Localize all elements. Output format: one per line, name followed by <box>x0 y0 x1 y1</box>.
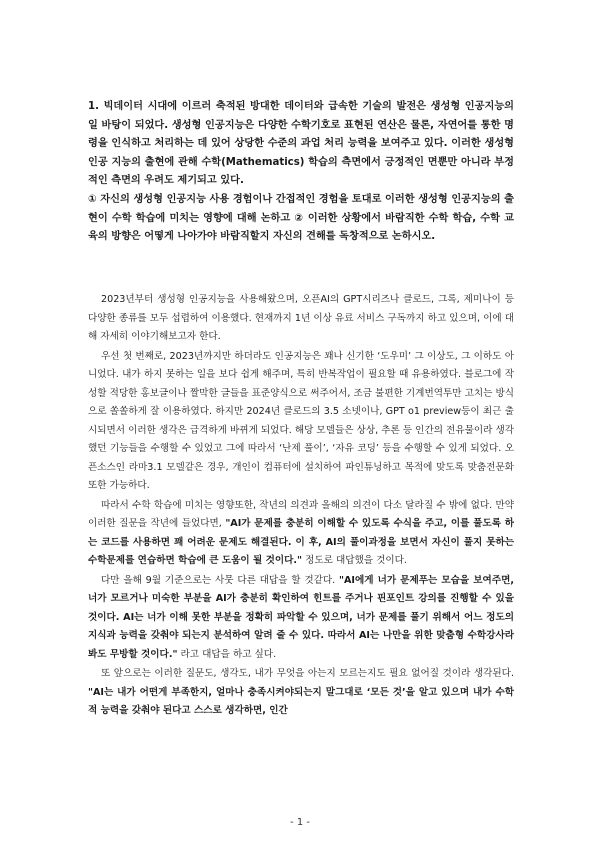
answer-paragraph-4-text-c: 라고 대답을 하고 싶다. <box>177 648 277 660</box>
page-number: - 1 - <box>290 817 310 828</box>
answer-paragraph-1: 2023년부터 생성형 인공지능을 사용해왔으며, 오픈AI의 GPT시리즈나 클로드, 그록, 제미나이 등 다양한 종류를 모두 섭렵하여 이용했다. 현재까지 1년 이상 유료 서비스 구독까지 하고 있으며, 이에 대해 자세히 이야기해보고자 한다. <box>88 294 514 342</box>
question-prompt: 1. 빅데이터 시대에 이르러 축적된 방대한 데이터와 급속한 기술의 발전은 생성형 인공지능의 일 바탕이 되었다. 생성형 인공지능은 다양한 수학기호로 표현된 연산은 물론, 자연어를 통한 명령을 인식하고 처리하는 데 있어 상당한 수준의 과업 처리 능력을 보여주고 있다. 이러한 생성형 인공 지능의 출현에 관해 수학(Mathematics) 학습의 측면에서 긍정적인 면뿐만 아니라 부정적인 측면의 우려도 제기되고 있다. <box>88 101 514 187</box>
answer-paragraph-5 <box>88 665 514 721</box>
answer-paragraph-5-text-a: 또 앞으로는 이러한 질문도, 생각도, 내가 무엇을 아는지 모르는지도 필요 없어질 것이라 생각된다. <box>101 668 514 679</box>
answer-paragraph-3-text-a: 따라서 수학 학습에 미치는 영향또한, 작년의 의견과 올해의 의견이 다소 달라질 수 밖에 없다. 만약 이러한 질문을 작년에 들었다면, <box>88 499 514 529</box>
question-task: ① 자신의 생성형 인공지능 사용 경험이나 간접적인 경험을 토대로 이러한 생성형 인공지능의 출 현이 수학 학습에 미치는 영향에 대해 논하고 ② 이러한 상황에서 바람직한 수학 학습, 수학 교육의 방향은 어떻게 나아가야 바람직할지 자신의 견해를 독창적으로 논하시오. <box>88 193 514 243</box>
answer-paragraph-3-quote: "AI가 문제를 충분히 이해할 수 있도록 수식을 주고, 이를 풀도록 하는 코드를 사용하면 꽤 어려운 문제도 해결된다. 이 후, AI의 풀이과정을 보면서 자신이 풀지 못하는 수학문제를 연습하면 학습에 큰 도움이 될 것이다." <box>88 518 514 566</box>
answer-paragraph-4-text-a: 다만 올해 9월 기준으로는 사뭇 다른 대답을 할 것같다. <box>101 574 339 586</box>
answer-paragraph-3 <box>88 497 514 571</box>
essay-answer <box>88 291 514 721</box>
answer-paragraph-5-quote: "AI는 내가 어떤게 부족한지, 얼마나 충족시켜야되는지 말그대로 ‘모든 것’을 알고 있으며 내가 수학적 능력을 갖춰야 된다고 스스로 생각하면, 인간 <box>88 686 514 716</box>
answer-paragraph-4 <box>88 572 514 665</box>
answer-paragraph-4-quote: "AI에게 너가 문제푸는 모습을 보여주면, 너가 모르거나 미숙한 부분을 AI가 충분히 확인하여 힌트를 주거나 핀포인트 강의를 진행할 수 있을 것이다. AI는 너가 이해 못한 부분을 정확히 파악할 수 있으며, 너가 문제를 풀기 위해서 어느 정도의 지식과 능력을 갖춰야 되는지 분석하여 알려 줄 수 있다. 따라서 AI는 나만을 위한 맞춤형 수학강사라 봐도 무방할 것이다." <box>88 574 514 660</box>
essay-question <box>88 98 514 247</box>
answer-paragraph-2: 우선 첫 번째로, 2023년까지만 하더라도 인공지능은 꽤나 신기한 ‘도우미’ 그 이상도, 그 이하도 아니었다. 내가 하지 못하는 일을 보다 쉽게 해주며, 특히 반복작업이 필요할 때 유용하였다. 블로그에 작성할 적당한 홍보글이나 짤막한 글들을 표준양식으로 써주어서, 조금 불편한 기계번역투만 고치는 방식으로 쏠쏠하게 잘 이용하였다. 하지만 2024년 클로드의 3.5 소넷이나, GPT o1 preview등이 최근 출시되면서 이러한 생각은 급격하게 바뀌게 되었다. 해당 모델들은 상상, 추론 등 인간의 전유물이라 생각했던 기능들을 수행할 수 있었고 그에 따라서 ‘난제 풀이’, ‘자유 코딩’ 등을 수행할 수 있게 되었다. 오픈소스인 라마3.1 모델같은 경우, 개인이 컴퓨터에 설치하여 파인튜닝하고 목적에 맞도록 맞춤전문화 또한 가능하다. <box>88 350 514 491</box>
answer-paragraph-3-text-c: 정도로 대답했을 것이다. <box>302 555 407 566</box>
